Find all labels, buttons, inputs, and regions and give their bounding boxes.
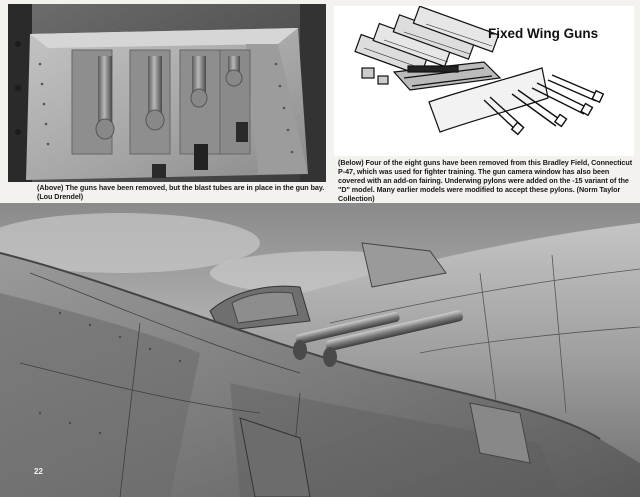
p47-aircraft-photo — [0, 203, 640, 497]
gun-bay-photo — [8, 4, 326, 182]
caption-below: (Below) Four of the eight guns have been removed from this Bradley Field, Connecticut P-47, which was used for fighter training. The gun camera window has also been covered with an add-on fairing. Underwing pylons were added on the -15 variant of the "D" model. Many earlier models were modified to accept these pylons. (Norm Taylor Collection) — [338, 158, 633, 203]
caption-above: (Above) The guns have been removed, but the blast tubes are in place in the gun bay. (Lou Drendel) — [37, 183, 325, 201]
page-number: 22 — [34, 467, 43, 476]
drawing-title: Fixed Wing Guns — [488, 26, 599, 41]
